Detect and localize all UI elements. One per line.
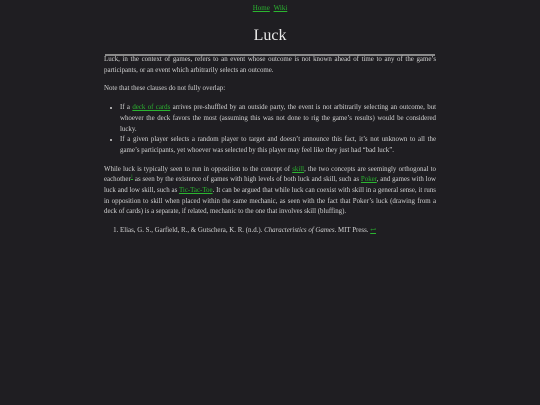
list-item [120, 103, 436, 135]
clause-list [104, 103, 436, 157]
poker-link[interactable]: Poker [360, 176, 377, 184]
reference-item [120, 226, 436, 237]
skill-paragraph [104, 165, 436, 219]
reference-authors: Elias, G. S., Garfield, R., & Gutschera, K. R. (n.d.). [120, 227, 265, 235]
footnote-backlink-icon[interactable]: ↩ [370, 227, 376, 235]
paragraph-text: , the two concepts are seemingly orthogonal to eachother [104, 165, 436, 184]
list-item-text: If a [120, 104, 133, 112]
article-body [104, 55, 436, 237]
paragraph-text: as seen by the existence of games with high levels of both luck and skill, such as [133, 176, 361, 184]
list-item: • If a given player selects a random player to target and doesn’t announce this fact, it’s not unknown to all the game’s participants, yet whoever was selected by this player may feel like they just had “bad luck”. [120, 135, 436, 156]
paragraph-text: , and games with low luck and low skill, such as [104, 176, 436, 195]
page-title: Luck [253, 27, 287, 44]
deck-of-cards-link[interactable]: deck of cards [132, 104, 171, 112]
paragraph-text: . It can be argued that while luck can coexist with skill in a general sense, it runs in opposition to skill when placed within the same mechanic, as seen with the fact that Poker’s luck (drawing from a deck of cards) is a separate, if related, mechanic to the one that involves skill (bluffing). [104, 187, 436, 216]
reference-title: Characteristics of Games [264, 227, 335, 235]
top-nav [0, 0, 540, 13]
skill-link[interactable]: skill [292, 165, 305, 173]
footnote-ref-link[interactable]: 1 [130, 174, 134, 180]
note-paragraph: Note that these clauses do not fully overlap: [104, 85, 226, 93]
nav-wiki-link[interactable]: Wiki [273, 4, 288, 12]
nav-home-link[interactable]: Home [252, 4, 270, 12]
list-item-text: arrives pre-shuffled by an outside party, the event is not arbitrarily selecting an outcome, but whoever the deck favors the most (assuming this was not done to rig the game’s results) would be considered lucky. [120, 104, 437, 133]
intro-paragraph: Luck, in the context of games, refers to an event whose outcome is not known ahead of time to any of the game’s participants, or an event which arbitrarily selects an outcome. [104, 56, 436, 74]
paragraph-text: While luck is typically seen to run in opposition to the concept of [104, 165, 293, 173]
tic-tac-toe-link[interactable]: Tic-Tac-Toe [178, 187, 213, 195]
references-list [104, 226, 436, 237]
reference-publisher: . MIT Press. [334, 227, 371, 235]
